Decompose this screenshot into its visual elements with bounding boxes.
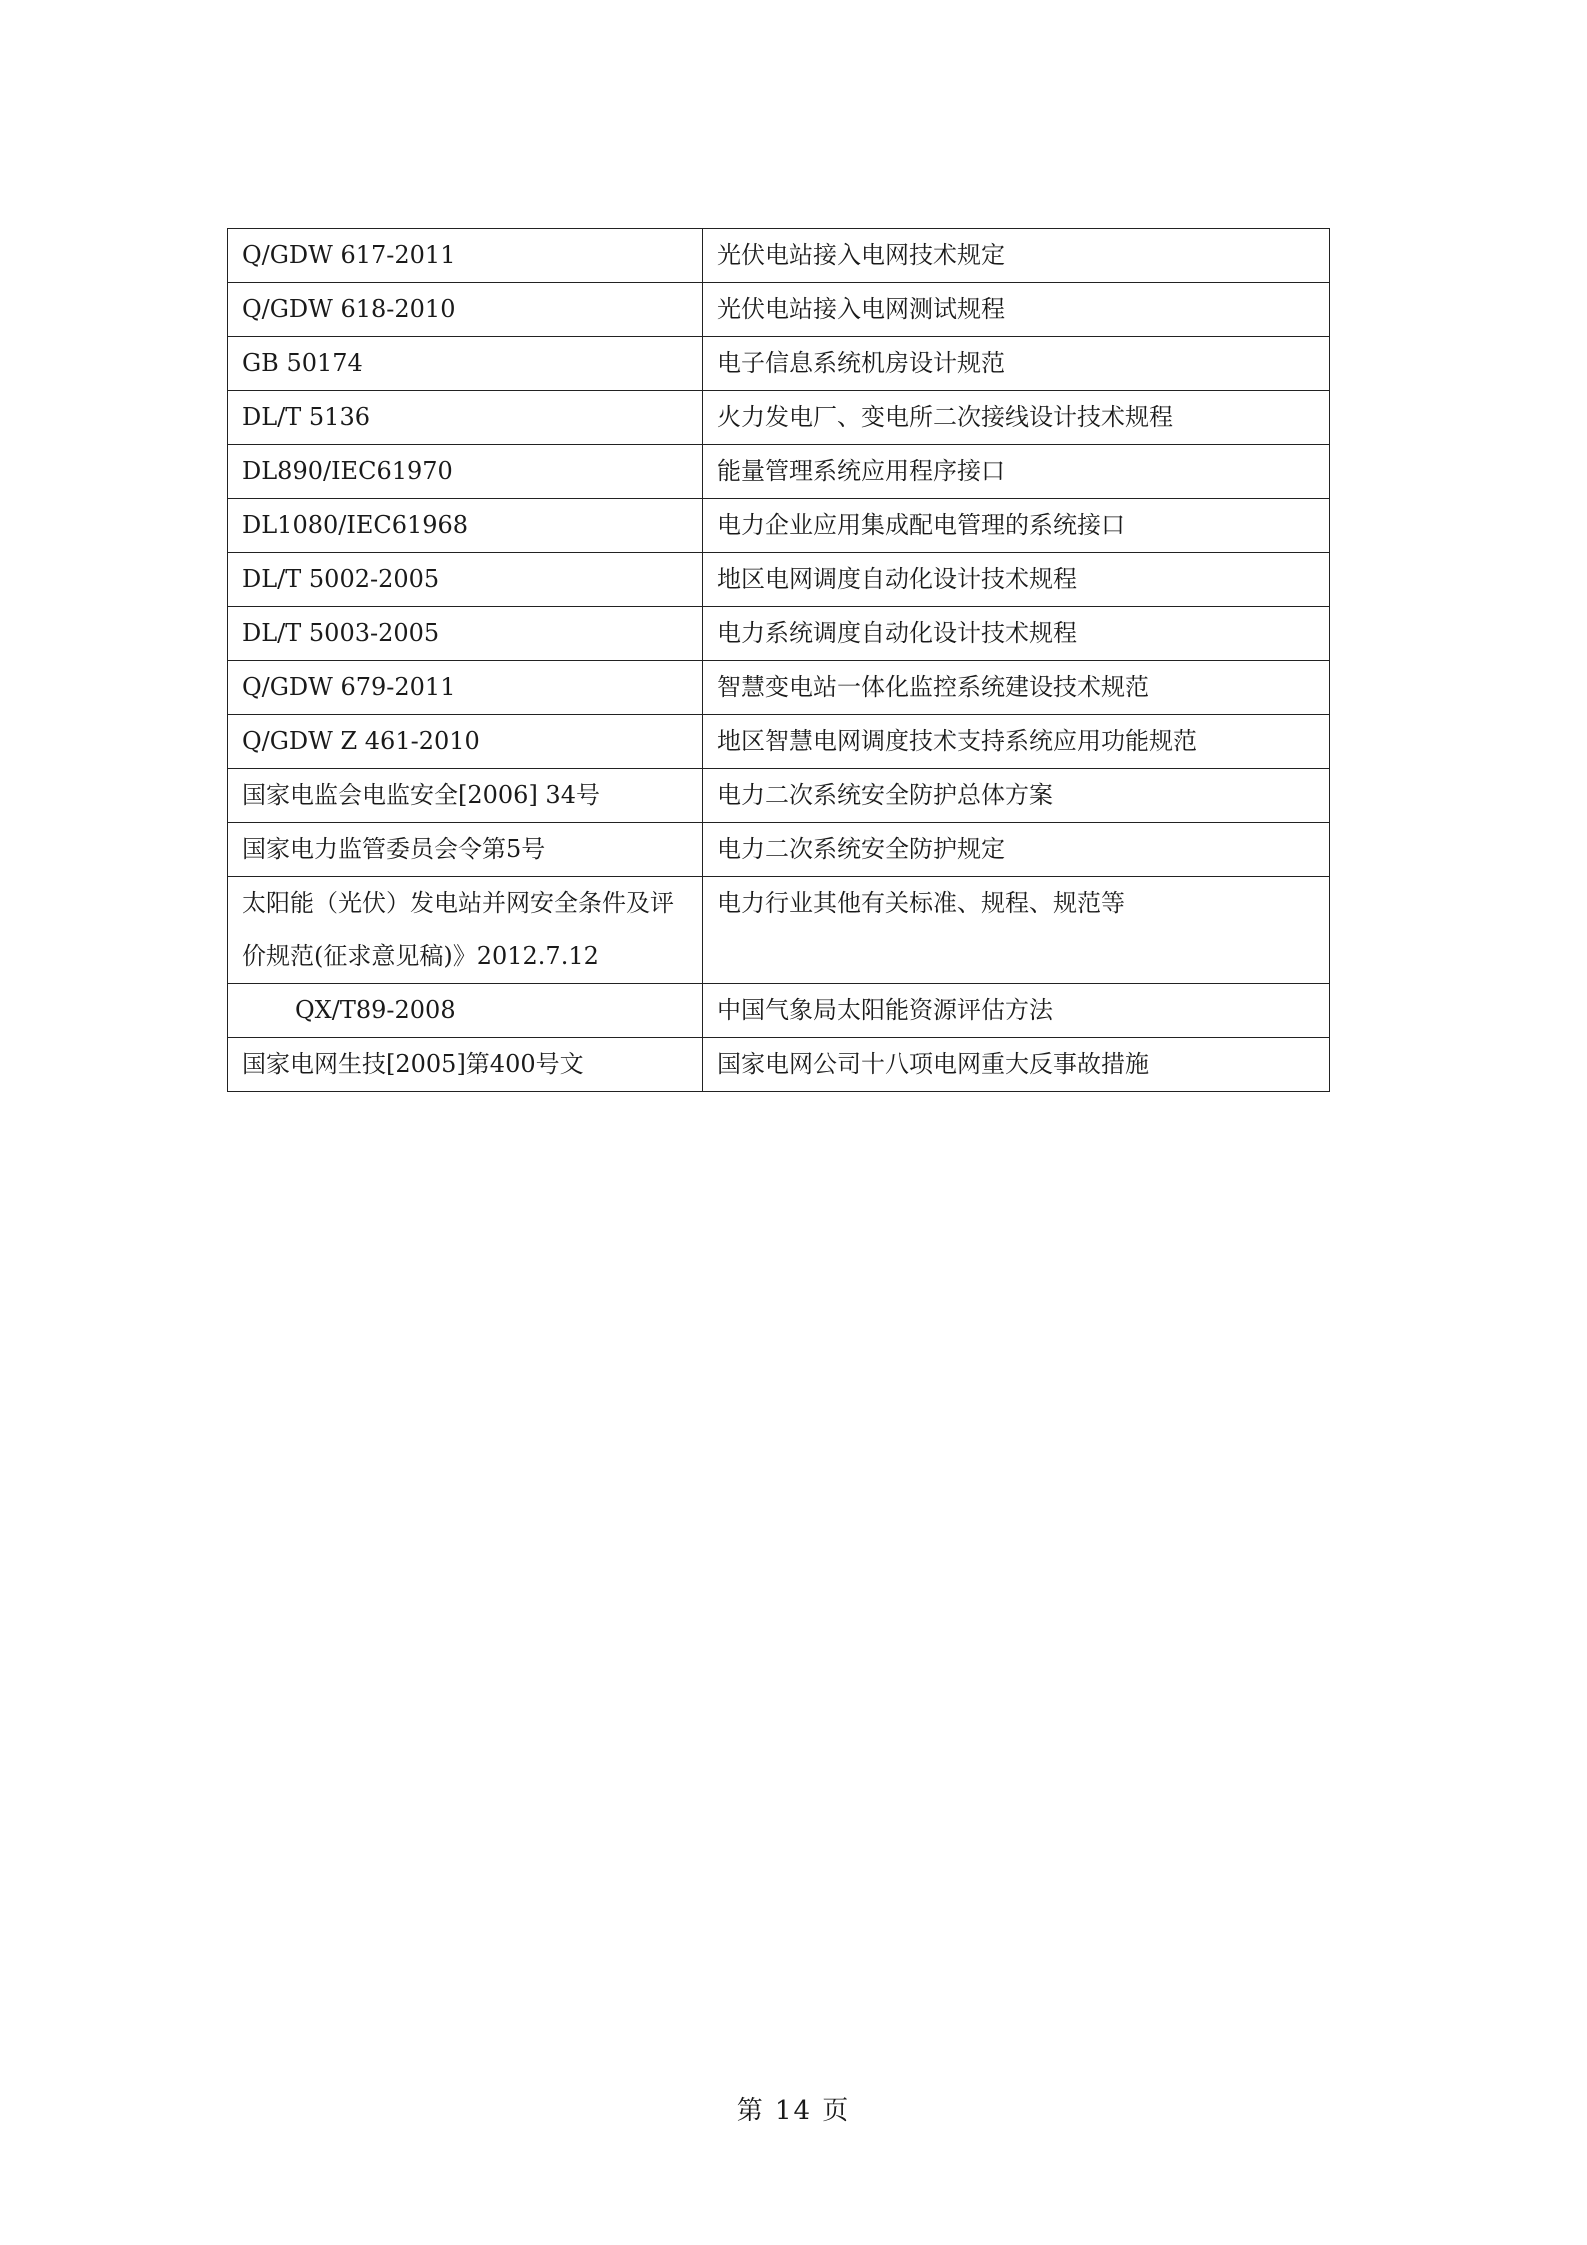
standard-title: 能量管理系统应用程序接口 <box>703 445 1330 499</box>
standard-title: 地区智慧电网调度技术支持系统应用功能规范 <box>703 715 1330 769</box>
table-row <box>228 607 1330 661</box>
standard-code: 国家电监会电监安全[2006] 34号 <box>228 769 703 823</box>
standard-title: 电力企业应用集成配电管理的系统接口 <box>703 499 1330 553</box>
standard-title: 电力二次系统安全防护总体方案 <box>703 769 1330 823</box>
standard-title: 电力二次系统安全防护规定 <box>703 823 1330 877</box>
table-row <box>228 337 1330 391</box>
standard-code: DL890/IEC61970 <box>228 445 703 499</box>
standard-code: 国家电网生技[2005]第400号文 <box>228 1038 703 1092</box>
page-number: 第 14 页 <box>736 2096 851 2126</box>
standard-code: Q/GDW 618-2010 <box>228 283 703 337</box>
standard-code: DL/T 5002-2005 <box>228 553 703 607</box>
standard-title: 地区电网调度自动化设计技术规程 <box>703 553 1330 607</box>
standard-code: 国家电力监管委员会令第5号 <box>228 823 703 877</box>
standard-title: 电力系统调度自动化设计技术规程 <box>703 607 1330 661</box>
table-row <box>228 984 1330 1038</box>
standard-code: DL/T 5003-2005 <box>228 607 703 661</box>
standard-title: 国家电网公司十八项电网重大反事故措施 <box>703 1038 1330 1092</box>
standard-title: 光伏电站接入电网测试规程 <box>703 283 1330 337</box>
table-row <box>228 391 1330 445</box>
standard-title: 电力行业其他有关标准、规程、规范等 <box>703 877 1330 984</box>
standard-code: Q/GDW Z 461-2010 <box>228 715 703 769</box>
standard-code: 太阳能（光伏）发电站并网安全条件及评价规范(征求意见稿)》2012.7.12 <box>228 877 703 984</box>
table-row <box>228 283 1330 337</box>
standard-code: GB 50174 <box>228 337 703 391</box>
table-row <box>228 499 1330 553</box>
standards-table <box>227 228 1330 1092</box>
table-row <box>228 661 1330 715</box>
standard-code: DL1080/IEC61968 <box>228 499 703 553</box>
standard-title: 电子信息系统机房设计规范 <box>703 337 1330 391</box>
standard-code: Q/GDW 679-2011 <box>228 661 703 715</box>
table-row <box>228 445 1330 499</box>
table-row <box>228 823 1330 877</box>
standard-code: QX/T89-2008 <box>228 984 703 1038</box>
standard-code: Q/GDW 617-2011 <box>228 229 703 283</box>
standard-title: 中国气象局太阳能资源评估方法 <box>703 984 1330 1038</box>
standard-title: 火力发电厂、变电所二次接线设计技术规程 <box>703 391 1330 445</box>
table-row <box>228 229 1330 283</box>
standard-code: DL/T 5136 <box>228 391 703 445</box>
standard-title: 智慧变电站一体化监控系统建设技术规范 <box>703 661 1330 715</box>
standard-title: 光伏电站接入电网技术规定 <box>703 229 1330 283</box>
table-row <box>228 553 1330 607</box>
table-row <box>228 769 1330 823</box>
table-row <box>228 1038 1330 1092</box>
table-row <box>228 877 1330 984</box>
table-row <box>228 715 1330 769</box>
